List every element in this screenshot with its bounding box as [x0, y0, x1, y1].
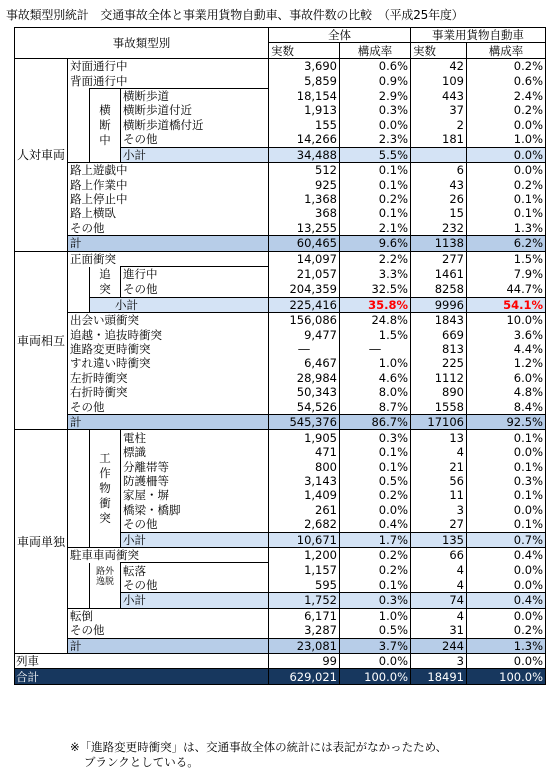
- table-row: [15, 400, 546, 415]
- footnote-line-2: ブランクとしている。: [84, 755, 199, 769]
- truck-ratio: 1.3%: [467, 221, 546, 236]
- truck-count: 277: [411, 251, 467, 266]
- all-count: 1,752: [269, 593, 340, 608]
- all-count: 18,154: [269, 88, 340, 103]
- truck-ratio: 0.2%: [467, 103, 546, 117]
- all-ratio: 2.3%: [340, 132, 411, 147]
- table-row: [15, 385, 546, 399]
- truck-ratio: 0.6%: [467, 73, 546, 88]
- all-count: 14,097: [269, 251, 340, 266]
- truck-ratio: 2.4%: [467, 88, 546, 103]
- row-label: 正面衝突: [68, 251, 269, 266]
- all-count: 14,266: [269, 132, 340, 147]
- group-collision: 追突: [90, 267, 121, 298]
- footnote-line-1: ※「進路変更時衝突」は、交通事故全体の統計には表記がなかったため、: [70, 740, 448, 754]
- header-all-ratio: 構成率: [340, 43, 411, 58]
- truck-ratio: 6.0%: [467, 371, 546, 385]
- truck-count: 37: [411, 103, 467, 117]
- truck-ratio: 7.9%: [467, 267, 546, 282]
- all-ratio: 0.6%: [340, 58, 411, 73]
- truck-ratio: 0.2%: [467, 623, 546, 638]
- truck-ratio: 6.2%: [467, 236, 546, 251]
- truck-count: 813: [411, 342, 467, 356]
- row-label: 進行中: [121, 267, 269, 282]
- subtotal-row: [15, 297, 546, 312]
- truck-count: 2: [411, 118, 467, 132]
- row-label: 左折時衝突: [68, 371, 269, 385]
- all-count: 1,200: [269, 547, 340, 562]
- row-label: その他: [121, 132, 269, 147]
- all-ratio: 0.0%: [340, 503, 411, 517]
- truck-ratio: 4.4%: [467, 342, 546, 356]
- group-vehicle: 車両相互: [15, 251, 68, 430]
- truck-ratio: 0.1%: [467, 192, 546, 206]
- row-label: その他: [68, 623, 269, 638]
- all-ratio: 9.6%: [340, 236, 411, 251]
- row-label: 横断歩道橋付近: [121, 118, 269, 132]
- all-count: 1,157: [269, 563, 340, 578]
- row-label: 家屋・塀: [121, 488, 269, 502]
- all-count: 225,416: [269, 297, 340, 312]
- truck-ratio: 1.3%: [467, 638, 546, 653]
- page-title: [6, 6, 463, 23]
- truck-count: 27: [411, 517, 467, 532]
- all-ratio: 4.6%: [340, 371, 411, 385]
- truck-count: 18491: [411, 669, 467, 684]
- truck-ratio: 0.3%: [467, 474, 546, 488]
- all-ratio: 1.5%: [340, 327, 411, 341]
- header-truck-ratio: 構成率: [467, 43, 546, 58]
- all-ratio: 0.1%: [340, 206, 411, 220]
- row-label: その他: [68, 400, 269, 415]
- all-ratio: 0.1%: [340, 177, 411, 191]
- all-count: 1,913: [269, 103, 340, 117]
- group-single: 車両単独: [15, 430, 68, 654]
- all-count: 2,682: [269, 517, 340, 532]
- truck-count: 17106: [411, 415, 467, 430]
- all-ratio: 0.3%: [340, 593, 411, 608]
- row-label: すれ違い時衝突: [68, 356, 269, 370]
- row-label: その他: [121, 517, 269, 532]
- all-ratio: 0.1%: [340, 445, 411, 459]
- all-count: 5,859: [269, 73, 340, 88]
- truck-ratio: 1.2%: [467, 356, 546, 370]
- all-ratio: 24.8%: [340, 312, 411, 327]
- all-count: 3,690: [269, 58, 340, 73]
- row-label: 横断歩道付近: [121, 103, 269, 117]
- truck-count: 4: [411, 445, 467, 459]
- truck-ratio: 0.0%: [467, 147, 546, 162]
- truck-count: 232: [411, 221, 467, 236]
- all-count: 261: [269, 503, 340, 517]
- all-count: 1,905: [269, 430, 340, 445]
- all-ratio: 0.0%: [340, 118, 411, 132]
- row-label: 小計: [121, 532, 269, 547]
- table-row: [15, 623, 546, 638]
- truck-count: [411, 147, 467, 162]
- all-count: 471: [269, 445, 340, 459]
- row-label: 転落: [121, 563, 269, 578]
- table-row: [15, 206, 546, 220]
- table-row: [15, 342, 546, 356]
- all-ratio: 32.5%: [340, 282, 411, 297]
- truck-count: 1843: [411, 312, 467, 327]
- truck-ratio: 0.7%: [467, 532, 546, 547]
- truck-ratio: 1.0%: [467, 132, 546, 147]
- all-ratio: 0.2%: [340, 547, 411, 562]
- truck-ratio: 92.5%: [467, 415, 546, 430]
- row-label: その他: [121, 282, 269, 297]
- truck-count: 1558: [411, 400, 467, 415]
- header-truck: 事業用貨物自動車: [411, 28, 546, 43]
- all-ratio: 1.0%: [340, 356, 411, 370]
- truck-count: 244: [411, 638, 467, 653]
- truck-ratio: 4.8%: [467, 385, 546, 399]
- all-count: 6,171: [269, 608, 340, 623]
- all-count: 54,526: [269, 400, 340, 415]
- all-count: 1,368: [269, 192, 340, 206]
- all-count: 13,255: [269, 221, 340, 236]
- table-row: [15, 608, 546, 623]
- table-row: [15, 73, 546, 88]
- table-row: [15, 88, 546, 103]
- row-label: 進路変更時衝突: [68, 342, 269, 356]
- row-label: 駐車車両衝突: [68, 547, 269, 562]
- all-count: 34,488: [269, 147, 340, 162]
- all-count: 629,021: [269, 669, 340, 684]
- row-label: 路上横臥: [68, 206, 269, 220]
- truck-count: 8258: [411, 282, 467, 297]
- truck-count: 13: [411, 430, 467, 445]
- truck-ratio: 100.0%: [467, 669, 546, 684]
- all-count: 368: [269, 206, 340, 220]
- truck-count: 43: [411, 177, 467, 191]
- all-count: 23,081: [269, 638, 340, 653]
- truck-count: 109: [411, 73, 467, 88]
- row-label: 追越・追抜時衝突: [68, 327, 269, 341]
- all-ratio: 2.2%: [340, 251, 411, 266]
- all-count: 60,465: [269, 236, 340, 251]
- all-count: 3,143: [269, 474, 340, 488]
- truck-count: 15: [411, 206, 467, 220]
- all-ratio: 0.3%: [340, 430, 411, 445]
- row-label: 防護柵等: [121, 474, 269, 488]
- row-label: 小計: [121, 147, 269, 162]
- all-ratio: 3.7%: [340, 638, 411, 653]
- all-ratio: 3.3%: [340, 267, 411, 282]
- header-all-count: 実数: [269, 43, 340, 58]
- row-label: 標識: [121, 445, 269, 459]
- row-label: 対面通行中: [68, 58, 269, 73]
- all-count: 21,057: [269, 267, 340, 282]
- total-row: [15, 415, 546, 430]
- truck-count: 181: [411, 132, 467, 147]
- truck-count: 6: [411, 162, 467, 177]
- truck-count: 1461: [411, 267, 467, 282]
- truck-ratio: 0.1%: [467, 517, 546, 532]
- row-label: 電柱: [121, 430, 269, 445]
- table-row: [15, 654, 546, 669]
- all-count: 10,671: [269, 532, 340, 547]
- truck-ratio: 0.1%: [467, 206, 546, 220]
- row-label: 出会い頭衝突: [68, 312, 269, 327]
- all-ratio: 0.2%: [340, 563, 411, 578]
- all-ratio: 86.7%: [340, 415, 411, 430]
- truck-ratio: 0.1%: [467, 459, 546, 473]
- all-ratio: 2.9%: [340, 88, 411, 103]
- all-count: 545,376: [269, 415, 340, 430]
- all-ratio: 8.7%: [340, 400, 411, 415]
- truck-ratio: 0.1%: [467, 430, 546, 445]
- truck-ratio: 44.7%: [467, 282, 546, 297]
- truck-count: 11: [411, 488, 467, 502]
- all-count: ―: [269, 342, 340, 356]
- truck-ratio: 0.0%: [467, 578, 546, 593]
- all-count: 50,343: [269, 385, 340, 399]
- row-label: 小計: [90, 297, 269, 312]
- all-count: 156,086: [269, 312, 340, 327]
- row-label: 右折時衝突: [68, 385, 269, 399]
- truck-count: 74: [411, 593, 467, 608]
- group-crossing: 横断中: [90, 88, 121, 162]
- all-ratio: ―: [340, 342, 411, 356]
- all-ratio: 0.5%: [340, 474, 411, 488]
- group-pedestrian: 人対車両: [15, 58, 68, 251]
- row-label: 列車: [15, 654, 269, 669]
- table-row: [15, 221, 546, 236]
- table-row: [15, 371, 546, 385]
- truck-count: 4: [411, 608, 467, 623]
- all-count: 1,409: [269, 488, 340, 502]
- table-row: [15, 547, 546, 562]
- truck-count: 26: [411, 192, 467, 206]
- truck-count: 3: [411, 654, 467, 669]
- all-count: 925: [269, 177, 340, 191]
- truck-count: 1112: [411, 371, 467, 385]
- all-ratio: 1.7%: [340, 532, 411, 547]
- title-text: 事故類型別統計 交通事故全体と事業用貨物自動車、事故件数の比較: [6, 8, 372, 22]
- table-row: [15, 162, 546, 177]
- row-label: 合計: [15, 669, 269, 684]
- truck-ratio: 0.0%: [467, 654, 546, 669]
- truck-ratio: 0.0%: [467, 118, 546, 132]
- all-ratio: 0.0%: [340, 654, 411, 669]
- all-count: 99: [269, 654, 340, 669]
- table-row: [15, 251, 546, 266]
- truck-count: 135: [411, 532, 467, 547]
- grand-total-row: [15, 669, 546, 684]
- all-count: 155: [269, 118, 340, 132]
- truck-count: 443: [411, 88, 467, 103]
- total-row: [15, 638, 546, 653]
- all-ratio: 8.0%: [340, 385, 411, 399]
- all-ratio: 5.5%: [340, 147, 411, 162]
- all-count: 28,984: [269, 371, 340, 385]
- row-label: 背面通行中: [68, 73, 269, 88]
- truck-ratio: 1.5%: [467, 251, 546, 266]
- table-row: [15, 58, 546, 73]
- row-label: 路上遊戯中: [68, 162, 269, 177]
- table-row: [15, 430, 546, 445]
- row-label: 横断歩道: [121, 88, 269, 103]
- truck-count: 669: [411, 327, 467, 341]
- all-ratio: 0.2%: [340, 488, 411, 502]
- table-row: [15, 563, 546, 578]
- all-count: 3,287: [269, 623, 340, 638]
- truck-count: 66: [411, 547, 467, 562]
- all-count: 6,467: [269, 356, 340, 370]
- all-ratio: 100.0%: [340, 669, 411, 684]
- row-label: 路上停止中: [68, 192, 269, 206]
- truck-ratio: 54.1%: [467, 297, 546, 312]
- row-label: 計: [68, 236, 269, 251]
- row-label: 分離帯等: [121, 459, 269, 473]
- table-row: [15, 192, 546, 206]
- row-label: その他: [121, 578, 269, 593]
- truck-count: 42: [411, 58, 467, 73]
- all-ratio: 0.5%: [340, 623, 411, 638]
- all-ratio: 0.4%: [340, 517, 411, 532]
- truck-ratio: 3.6%: [467, 327, 546, 341]
- truck-ratio: 0.4%: [467, 593, 546, 608]
- row-label: 路上作業中: [68, 177, 269, 191]
- truck-count: 4: [411, 563, 467, 578]
- truck-count: 1138: [411, 236, 467, 251]
- all-ratio: 0.9%: [340, 73, 411, 88]
- row-label: 小計: [121, 593, 269, 608]
- all-count: 800: [269, 459, 340, 473]
- all-ratio: 2.1%: [340, 221, 411, 236]
- all-count: 9,477: [269, 327, 340, 341]
- truck-ratio: 10.0%: [467, 312, 546, 327]
- table-row: [15, 177, 546, 191]
- all-ratio: 35.8%: [340, 297, 411, 312]
- truck-ratio: 8.4%: [467, 400, 546, 415]
- footnote: [70, 740, 447, 770]
- row-label: その他: [68, 221, 269, 236]
- all-count: 512: [269, 162, 340, 177]
- truck-ratio: 0.0%: [467, 563, 546, 578]
- group-offroad: 路外逸脱: [90, 563, 121, 608]
- truck-count: 31: [411, 623, 467, 638]
- accident-table: [14, 27, 546, 685]
- all-ratio: 0.2%: [340, 192, 411, 206]
- truck-count: 21: [411, 459, 467, 473]
- table-row: [15, 267, 546, 282]
- truck-ratio: 0.0%: [467, 608, 546, 623]
- header-category: 事故類型別: [15, 28, 269, 59]
- truck-ratio: 0.4%: [467, 547, 546, 562]
- truck-count: 3: [411, 503, 467, 517]
- all-ratio: 0.1%: [340, 162, 411, 177]
- row-label: 計: [68, 415, 269, 430]
- row-label: 計: [68, 638, 269, 653]
- truck-count: 890: [411, 385, 467, 399]
- row-label: 転倒: [68, 608, 269, 623]
- header-row-1: [15, 28, 546, 43]
- total-row: [15, 236, 546, 251]
- table-row: [15, 312, 546, 327]
- all-ratio: 0.1%: [340, 578, 411, 593]
- truck-count: 4: [411, 578, 467, 593]
- truck-ratio: 0.0%: [467, 162, 546, 177]
- all-ratio: 0.1%: [340, 459, 411, 473]
- truck-ratio: 0.2%: [467, 58, 546, 73]
- header-all: 全体: [269, 28, 411, 43]
- header-truck-count: 実数: [411, 43, 467, 58]
- truck-ratio: 0.1%: [467, 488, 546, 502]
- truck-count: 56: [411, 474, 467, 488]
- truck-count: 225: [411, 356, 467, 370]
- truck-ratio: 0.0%: [467, 503, 546, 517]
- title-year: （平成25年度）: [377, 8, 464, 22]
- all-count: 204,359: [269, 282, 340, 297]
- group-structure: 工作物衝突: [90, 430, 121, 548]
- truck-count: 9996: [411, 297, 467, 312]
- all-count: 595: [269, 578, 340, 593]
- table-row: [15, 356, 546, 370]
- truck-ratio: 0.0%: [467, 445, 546, 459]
- all-ratio: 0.3%: [340, 103, 411, 117]
- table-row: [15, 327, 546, 341]
- truck-ratio: 0.2%: [467, 177, 546, 191]
- all-ratio: 1.0%: [340, 608, 411, 623]
- row-label: 橋梁・橋脚: [121, 503, 269, 517]
